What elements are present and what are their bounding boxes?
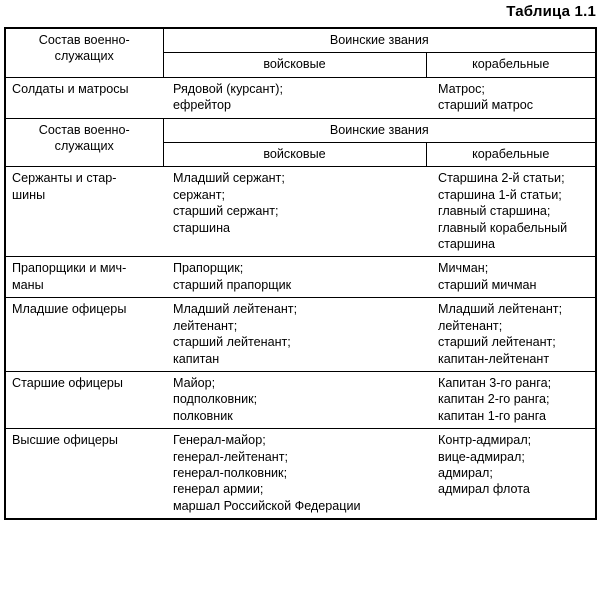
row-army-ranks — [163, 298, 426, 372]
rank-item: капитан 1-го ранга — [438, 408, 547, 423]
row-category: Высшие офицеры — [12, 433, 118, 448]
row-army-ranks — [163, 257, 426, 298]
header-cell-staff — [6, 29, 163, 77]
row-category: Солдаты и матросы — [6, 77, 163, 118]
rank-item: лейтенант; — [438, 318, 503, 333]
row-category: Младшие офицеры — [6, 298, 163, 372]
table-row — [6, 167, 595, 257]
header-cell-army: войсковые — [163, 143, 426, 167]
row-navy-ranks — [426, 167, 595, 257]
header-cell-staff — [6, 118, 163, 167]
rank-item: генерал армии; — [173, 482, 264, 497]
rank-item: главный корабельный — [438, 220, 568, 235]
rank-item: старшина — [438, 237, 496, 252]
header-staff-line1: Состав военно- — [38, 122, 130, 137]
row-navy-ranks — [426, 429, 595, 519]
rank-item: Генерал-майор; — [173, 433, 266, 448]
rank-item: сержант; — [173, 187, 225, 202]
row-category-line: маны — [12, 277, 44, 292]
header-staff-line2: служащих — [54, 49, 114, 64]
rank-item: Рядовой (курсант); — [173, 81, 283, 96]
rank-item: ефрейтор — [173, 98, 232, 113]
row-navy-ranks — [426, 77, 595, 118]
rank-item: капитан 2-го ранга; — [438, 392, 550, 407]
header-cell-army: войсковые — [163, 53, 426, 77]
table-row — [6, 429, 595, 519]
table-caption: Таблица 1.1 — [506, 3, 596, 20]
rank-item: адмирал флота — [438, 482, 530, 497]
row-category-line: Прапорщики и мич- — [12, 261, 127, 276]
rank-item: Младший лейтенант; — [173, 302, 298, 317]
header-staff-line2: служащих — [54, 139, 114, 154]
rank-item: Матрос; — [438, 81, 485, 96]
rank-item: подполковник; — [173, 392, 258, 407]
table-row — [6, 257, 595, 298]
rank-item: полковник — [173, 408, 233, 423]
row-navy-ranks — [426, 298, 595, 372]
rank-item: генерал-лейтенант; — [173, 449, 289, 464]
row-category: Старшие офицеры — [6, 371, 163, 428]
row-army-ranks — [163, 77, 426, 118]
table-row — [6, 298, 595, 372]
row-army-ranks — [163, 429, 426, 519]
rank-item: старшина 1-й статьи; — [438, 187, 562, 202]
rank-item: Капитан 3-го ранга; — [438, 375, 552, 390]
rank-item: капитан-лейтенант — [438, 351, 550, 366]
rank-item: Младший сержант; — [173, 171, 285, 186]
rank-item: старший лейтенант; — [438, 335, 556, 350]
rank-item: главный старшина; — [438, 204, 551, 219]
row-category-line: Сержанты и стар- — [12, 171, 117, 186]
header-cell-ranks-group: Воинские звания — [163, 118, 595, 142]
row-navy-ranks — [426, 371, 595, 428]
header-staff-line1: Состав военно- — [38, 33, 130, 47]
header-cell-navy: корабельные — [426, 53, 595, 77]
rank-item: маршал Российской Федерации — [173, 498, 361, 513]
military-ranks-table — [6, 29, 595, 518]
rank-item: лейтенант; — [173, 318, 238, 333]
row-army-ranks — [163, 371, 426, 428]
row-category-line: шины — [12, 187, 46, 202]
rank-item: Мичман; — [438, 261, 489, 276]
table-row — [6, 371, 595, 428]
rank-item: Контр-адмирал; — [438, 433, 532, 448]
rank-item: Младший лейтенант; — [438, 302, 563, 317]
rank-item: старший матрос — [438, 98, 534, 113]
rank-item: старший прапорщик — [173, 277, 292, 292]
row-category — [6, 257, 163, 298]
rank-item: Майор; — [173, 375, 216, 390]
rank-item: старший лейтенант; — [173, 335, 291, 350]
ranks-table-container — [5, 28, 596, 519]
rank-item: Старшина 2-й статьи; — [438, 171, 565, 186]
table-header-row-primary — [6, 29, 595, 53]
rank-item: Прапорщик; — [173, 261, 244, 276]
rank-item: адмирал; — [438, 465, 493, 480]
table-header-row-primary-repeat — [6, 118, 595, 142]
rank-item: вице-адмирал; — [438, 449, 525, 464]
rank-item: старший мичман — [438, 277, 537, 292]
row-navy-ranks — [426, 257, 595, 298]
rank-item: генерал-полковник; — [173, 465, 288, 480]
rank-item: старшина — [173, 220, 231, 235]
header-cell-navy: корабельные — [426, 143, 595, 167]
table-row — [6, 77, 595, 118]
rank-item: капитан — [173, 351, 220, 366]
rank-item: старший сержант; — [173, 204, 279, 219]
row-army-ranks — [163, 167, 426, 257]
header-cell-ranks-group: Воинские звания — [163, 29, 595, 53]
row-category — [6, 167, 163, 257]
